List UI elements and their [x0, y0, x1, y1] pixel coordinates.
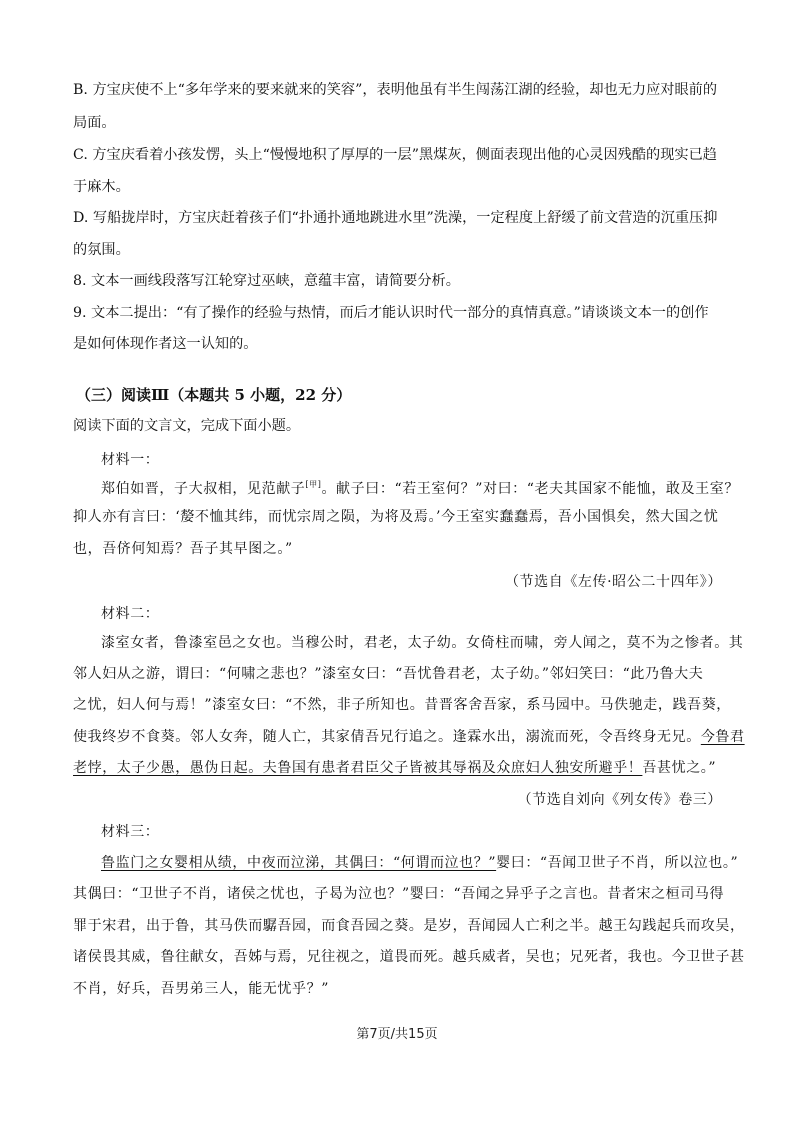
material-2-source: （节选自刘向《列女传》卷三） [517, 792, 722, 808]
page-number-footer: 第7页/共15页 [356, 1027, 438, 1042]
material-1-line-3: 也，吾侪何知焉？吾子其早图之。” [73, 541, 293, 557]
material-1-source: （节选自《左传·昭公二十四年》） [504, 574, 722, 590]
option-b-line-1: B. 方宝庆使不上“多年学来的要来就来的笑容”，表明他虽有半生闯荡江湖的经验，却也无力应对眼前的 [73, 82, 718, 98]
material-3-line-3: 罪于宋君，出于鲁，其马佚而驏吾园，而食吾园之葵。是岁，吾闻园人亡利之半。越王勾践起兵而攻吴， [73, 918, 745, 934]
section-title: （三）阅读Ⅲ（本题共 5 小题，22 分） [76, 386, 352, 404]
option-b-line-2: 局面。 [73, 115, 116, 131]
material-3-label: 材料三： [101, 824, 160, 840]
underlined-sentence-part-1: 今鲁君 [700, 729, 745, 745]
footnote-marker: [甲] [305, 480, 322, 489]
material-2-line-5-end: 吾甚忧之。” [642, 760, 717, 776]
question-9-line-2: 是如何体现作者这一认知的。 [73, 336, 258, 352]
material-2-label: 材料二： [101, 606, 160, 622]
material-2-line-2: 邻人妇从之游，谓曰：“何啸之悲也？”漆室女曰：“吾忧鲁君老，太子幼。”邻妇笑曰：“此乃鲁大夫 [73, 666, 704, 682]
material-3-line-2: 其偶曰：“卫世子不肖，诸侯之忧也，子曷为泣也？”婴曰：“吾闻之异乎子之言也。昔者宋之桓司马得 [73, 886, 725, 902]
question-9-line-1: 9. 文本二提出：“有了操作的经验与热情，而后才能认识时代一部分的真情真意。”请谈谈文本一的创作 [73, 305, 709, 321]
material-3-line-4: 诸侯畏其威，鲁往献女，吾姊与焉，兄往视之，道畏而死。越兵威者，吴也；兄死者，我也。今卫世子甚 [73, 949, 745, 965]
material-3-line-1 [101, 853, 739, 873]
material-2-line-1: 漆室女者，鲁漆室邑之女也。当穆公时，君老，太子幼。女倚柱而啸，旁人闻之，莫不为之惨者。其 [101, 635, 744, 651]
material-1-line-1-end: 。献子曰：“若王室何？”对曰：“老夫其国家不能恤，敢及王室？ [321, 481, 739, 497]
material-1-line-2: 抑人亦有言曰：‘嫠不恤其纬，而忧宗周之陨，为将及焉。’今王室实蠢蠢焉，吾小国惧矣，然大国之忧 [73, 509, 719, 525]
underlined-sentence-3: 鲁监门之女婴相从绩，中夜而泣涕，其偶曰：“何谓而泣也？” [101, 855, 497, 871]
material-3-line-5: 不肖，好兵，吾男弟三人，能无忧乎？” [73, 981, 329, 997]
material-2-line-4 [73, 727, 745, 747]
material-2-line-5 [73, 758, 723, 778]
option-d-line-2: 的氛围。 [73, 242, 130, 258]
material-1-label: 材料一： [101, 452, 160, 468]
option-d-line-1: D. 写船拢岸时，方宝庆赶着孩子们“扑通扑通地跳进水里”洗澡，一定程度上舒缓了前文营造的沉重压抑 [73, 210, 718, 226]
option-c-line-1: C. 方宝庆看着小孩发愣，头上“慢慢地积了厚厚的一层”黑煤灰，侧面表现出他的心灵因残酷的现实已趋 [73, 147, 717, 163]
material-1-line-1 [101, 475, 739, 499]
underlined-sentence-part-2: 老悖，太子少愚，愚伪日起。夫鲁国有患者君臣父子皆被其辱祸及众庶妇人独安所避乎！ [73, 760, 643, 776]
question-8: 8. 文本一画线段落写江轮穿过巫峡，意蕴丰富，请简要分析。 [73, 273, 460, 289]
material-2-line-3: 之忧，妇人何与焉！”漆室女曰：“不然，非子所知也。昔晋客舍吾家，系马园中。马佚驰走，践吾葵， [73, 697, 731, 713]
material-3-line-1-end: 婴曰：“吾闻卫世子不肖，所以泣也。” [496, 855, 739, 871]
option-c-line-2: 于麻木。 [73, 179, 130, 195]
material-2-line-4-start: 使我终岁不食葵。邻人女奔，随人亡，其家倩吾兄行追之。逢霖水出，溺流而死，令吾终身无兄。 [73, 729, 701, 745]
material-1-line-1-start: 郑伯如晋，子大叔相，见范献子 [101, 481, 306, 497]
section-instruction: 阅读下面的文言文，完成下面小题。 [73, 418, 301, 434]
